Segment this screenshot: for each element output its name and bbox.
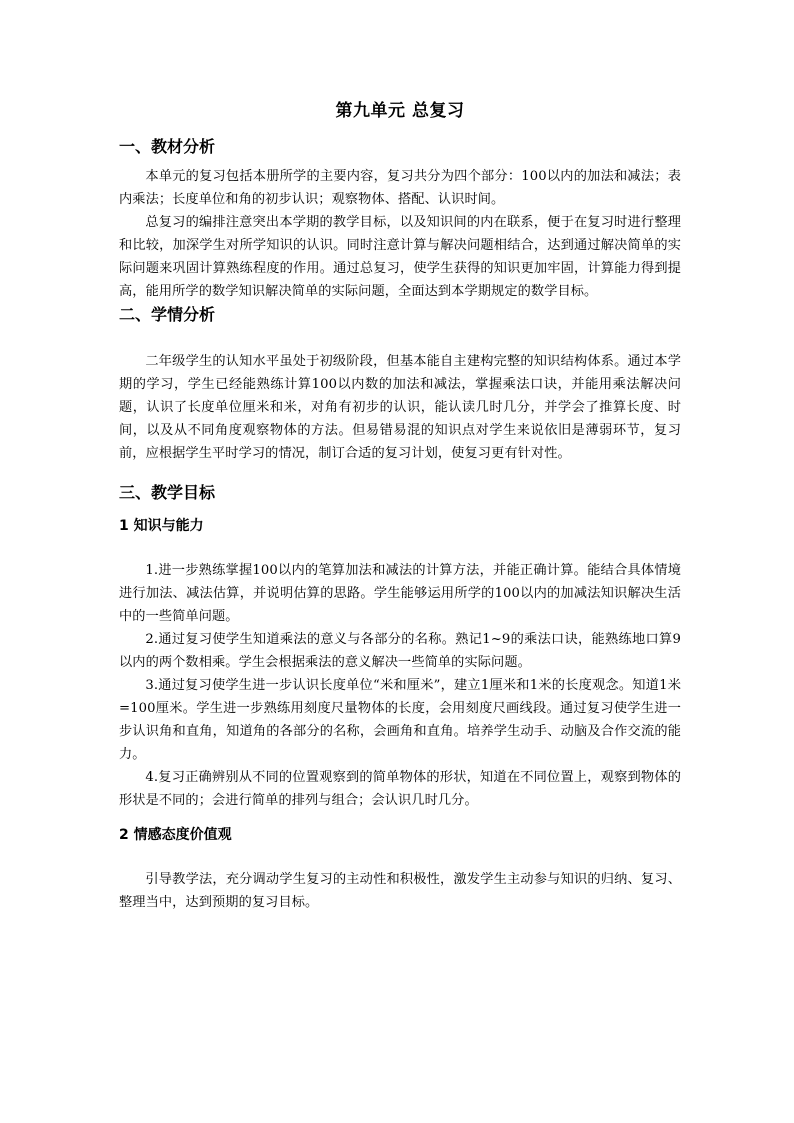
paragraph: 引导教学法，充分调动学生复习的主动性和积极性，激发学生主动参与知识的归纳、复习、整理当中，达到预期的复习目标。 bbox=[119, 872, 681, 910]
paragraph: 总复习的编排注意突出本学期的教学目标，以及知识间的内在联系，便于在复习时进行整理和比较，加深学生对所学知识的认识。同时注意计算与解决问题相结合，达到通过解决简单的实际问题来巩固计算熟练程度的作用。通过总复习，使学生获得的知识更加牢固，计算能力得到提高，能用所学的数学知识解决简单的实际问题，全面达到本学期规定的数学目标。 bbox=[119, 215, 681, 299]
goal-item: 1.进一步熟练掌握100以内的笔算加法和减法的计算方法，并能正确计算。能结合具体情境进行加法、减法估算，并说明估算的思路。学生能够运用所学的100以内的加减法知识解决生活中的一些简单问题。 bbox=[119, 563, 681, 624]
subsection-heading-emotion-values: 2 情感态度价值观 bbox=[119, 827, 232, 843]
goal-item: 4.复习正确辨别从不同的位置观察到的简单物体的形状，知道在不同位置上，观察到物体的形状是不同的；会进行简单的排列与组合；会认识几时几分。 bbox=[119, 770, 681, 808]
paragraph: 二年级学生的认知水平虽处于初级阶段，但基本能自主建构完整的知识结构体系。通过本学期的学习，学生已经能熟练计算100以内数的加法和减法，掌握乘法口诀，并能用乘法解决问题，认识了长度单位厘米和米，对角有初步的认识，能认读几时几分，并学会了推算长度、时间，以及从不同角度观察物体的方法。但易错易混的知识点对学生来说依旧是薄弱环节，复习前，应根据学生平时学习的情况，制订合适的复习计划，使复习更有针对性。 bbox=[119, 354, 681, 461]
section-heading-teaching-goals: 三、教学目标 bbox=[119, 483, 216, 502]
goal-item: 2.通过复习使学生知道乘法的意义与各部分的名称。熟记1~9的乘法口诀，能熟练地口算9以内的两个数相乘。学生会根据乘法的意义解决一些简单的实际问题。 bbox=[119, 632, 681, 670]
section-heading-textbook-analysis: 一、教材分析 bbox=[119, 137, 216, 156]
paragraph: 本单元的复习包括本册所学的主要内容，复习共分为四个部分：100以内的加法和减法；表内乘法；长度单位和角的初步认识；观察物体、搭配、认识时间。 bbox=[119, 169, 681, 207]
subsection-heading-knowledge-ability: 1 知识与能力 bbox=[119, 518, 204, 534]
goal-item: 3.通过复习使学生进一步认识长度单位“米和厘米”，建立1厘米和1米的长度观念。知道1米=100厘米。学生进一步熟练用刻度尺量物体的长度，会用刻度尺画线段。通过复习使学生进一步认识角和直角，知道角的各部分的名称，会画角和直角。培养学生动手、动脑及合作交流的能力。 bbox=[119, 678, 681, 762]
section-heading-student-analysis: 二、学情分析 bbox=[119, 305, 216, 324]
document-page bbox=[119, 96, 681, 914]
document-title: 第九单元 总复习 bbox=[335, 101, 465, 121]
